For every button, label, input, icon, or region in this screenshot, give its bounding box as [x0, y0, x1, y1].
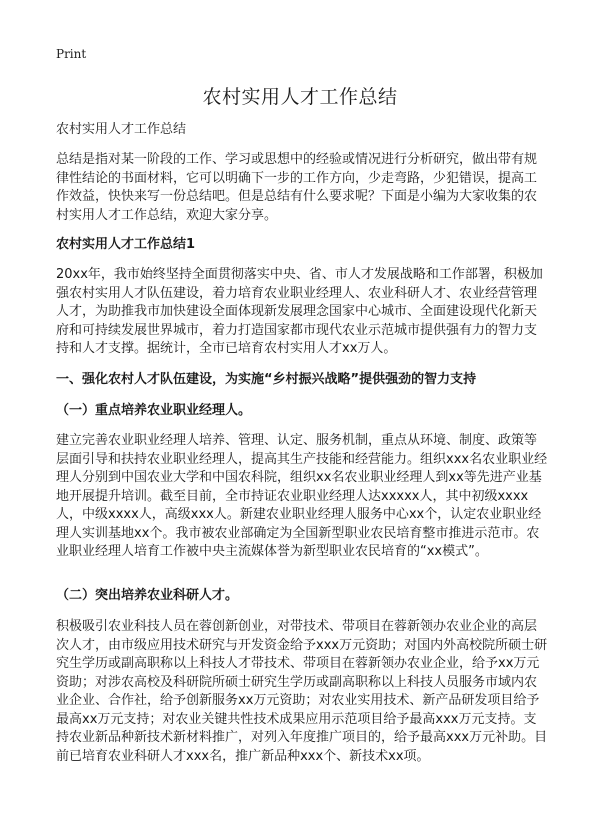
heading-one-a: （一）重点培养农业职业经理人。: [56, 403, 252, 418]
body-paragraph-3: 积极吸引农业科技人员在蓉创新创业，对带技术、带项目在蓉新领办农业企业的高层次人才，由市级应用技术研究与开发资金给予xxx万元资助；对国内外高校院所硕士研究生学历或副高职称以上科技人才带技术、带项目在蓉新领办农业企业，给予xx万元资助；对涉农高校及科研院所硕士研究生学历或副高职称以上科技人员服务市域内农业企业、合作社，给予创新服务xx万元资助；对农业实用技术、新产品研发项目给予最高xx万元支持；对农业关键共性技术成果应用示范项目给予最高xxx万元支持。支持农业新品种新技术新材料推广，对列入年度推广项目的，给予最高xxx万元补助。目前已培育农业科研人才xxx名，推广新品种xxx个、新技术xx项。: [56, 619, 548, 764]
body-paragraph-2: 建立完善农业职业经理人培养、管理、认定、服务机制，重点从环境、制度、政策等层面引导和扶持农业职业经理人，提高其生产技能和经营能力。组织xxx名农业职业经理人分别到中国农业大学和中国农科院，组织xx名农业职业经理人到xx等先进产业基地开展提升培训。截至目前，全市持证农业职业经理人达xxxxx人，其中初级xxxx人，中级xxxx人，高级xxx人。新建农业职业经理人服务中心xx个，认定农业职业经理人实训基地xx个。我市被农业部确定为全国新型职业农民培育整市推进示范市。农业职业经理人培育工作被中央主流媒体誉为新型职业农民培育的“xx模式”。: [56, 433, 548, 559]
body-paragraph-1: 20xx年，我市始终坚持全面贯彻落实中央、省、市人才发展战略和工作部署，积极加强农村实用人才队伍建设，着力培育农业职业经理人、农业科研人才、农业经营管理人才，为助推我市加快建设全面体现新发展理念国家中心城市、全面建设现代化新天府和可持续发展世界城市，着力打造国家都市现代农业示范城市提供强有力的智力支持和人才支撑。据统计，全市已培育农村实用人才xx万人。: [56, 267, 543, 356]
print-link[interactable]: Print: [56, 47, 87, 61]
document-subtitle: 农村实用人才工作总结: [56, 122, 187, 137]
heading-one-b: （二）突出培养农业科研人才。: [56, 588, 239, 603]
intro-paragraph: 总结是指对某一阶段的工作、学习或思想中的经验或情况进行分析研究，做出带有规律性结论的书面材料，它可以明确下一步的工作方向，少走弯路，少犯错误，提高工作效益，快快来写一份总结吧。但是总结有什么要求呢？下面是小编为大家收集的农村实用人才工作总结，欢迎大家分享。: [56, 152, 538, 223]
heading-one: 一、强化农村人才队伍建设，为实施“乡村振兴战略”提供强劲的智力支持: [56, 372, 477, 387]
page-title: 农村实用人才工作总结: [202, 86, 398, 108]
section-heading: 农村实用人才工作总结1: [56, 237, 196, 252]
